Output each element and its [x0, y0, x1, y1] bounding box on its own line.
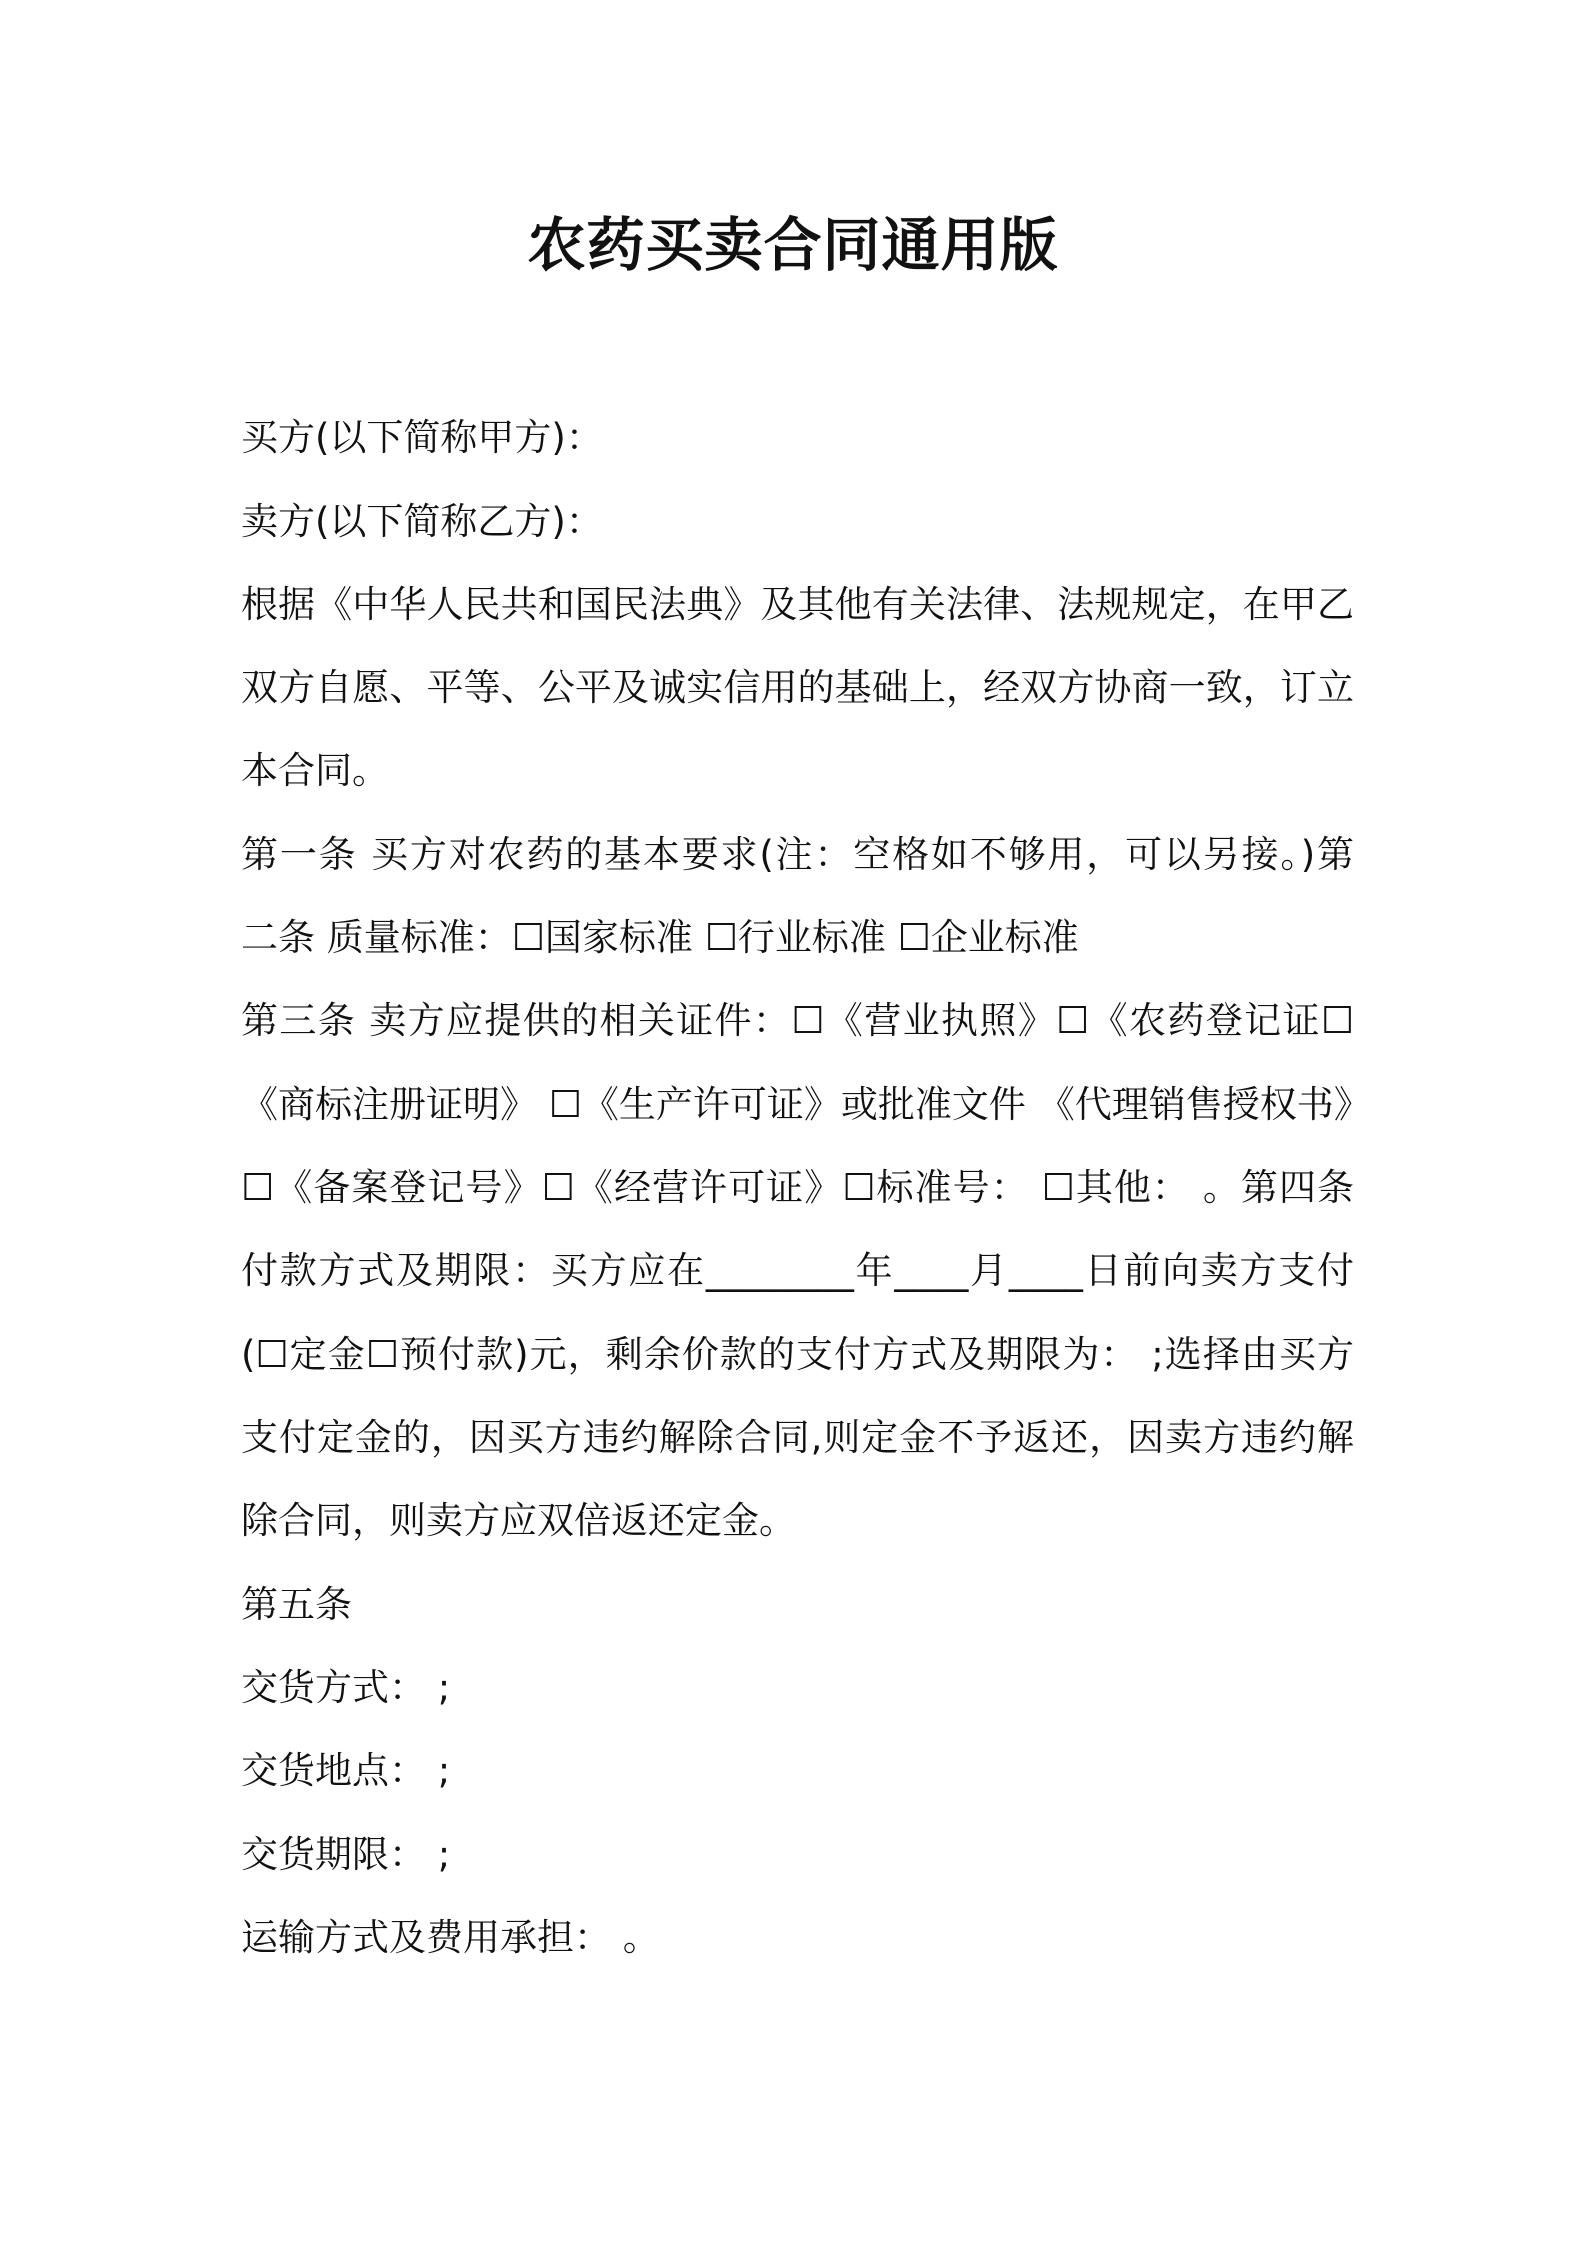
article-4-line-3: 支付定金的，因买方违约解除合同,则定金不予返还，因卖方违约解 [241, 1416, 1354, 1459]
article-4-line-1: 付款方式及期限：买方应在________年____月____日前向卖方支付 [241, 1249, 1354, 1292]
article-5-heading: 第五条 [241, 1583, 352, 1626]
article-3-line-1: 第三条 卖方应提供的相关证件：☐《营业执照》☐《农药登记证☐ [241, 999, 1354, 1042]
preamble-line-1: 根据《中华人民共和国民法典》及其他有关法律、法规规定，在甲乙 [241, 583, 1354, 626]
article-2-line: 二条 质量标准：☐国家标准 ☐行业标准 ☐企业标准 [241, 916, 1079, 959]
document-title: 农药买卖合同通用版 [527, 211, 1059, 279]
delivery-deadline-line: 交货期限： ; [241, 1833, 451, 1876]
preamble-line-3: 本合同。 [241, 749, 389, 792]
article-3-line-2: 《商标注册证明》 ☐《生产许可证》或批准文件 《代理销售授权书》 [241, 1083, 1371, 1126]
article-4-line-2: (☐定金☐预付款)元，剩余价款的支付方式及期限为： ;选择由买方 [241, 1333, 1354, 1376]
delivery-method-line: 交货方式： ; [241, 1666, 451, 1709]
article-1-line: 第一条 买方对农药的基本要求(注：空格如不够用，可以另接。)第 [241, 833, 1354, 876]
seller-line: 卖方(以下简称乙方)： [241, 500, 603, 543]
article-3-line-3: ☐《备案登记号》☐《经营许可证》☐标准号： ☐其他： 。第四条 [241, 1166, 1354, 1209]
transport-cost-line: 运输方式及费用承担： 。 [241, 1916, 660, 1959]
preamble-line-2: 双方自愿、平等、公平及诚实信用的基础上，经双方协商一致，订立 [241, 666, 1354, 709]
delivery-location-line: 交货地点： ; [241, 1749, 451, 1792]
buyer-line: 买方(以下简称甲方)： [241, 416, 603, 459]
article-4-line-4: 除合同，则卖方应双倍返还定金。 [241, 1499, 796, 1542]
